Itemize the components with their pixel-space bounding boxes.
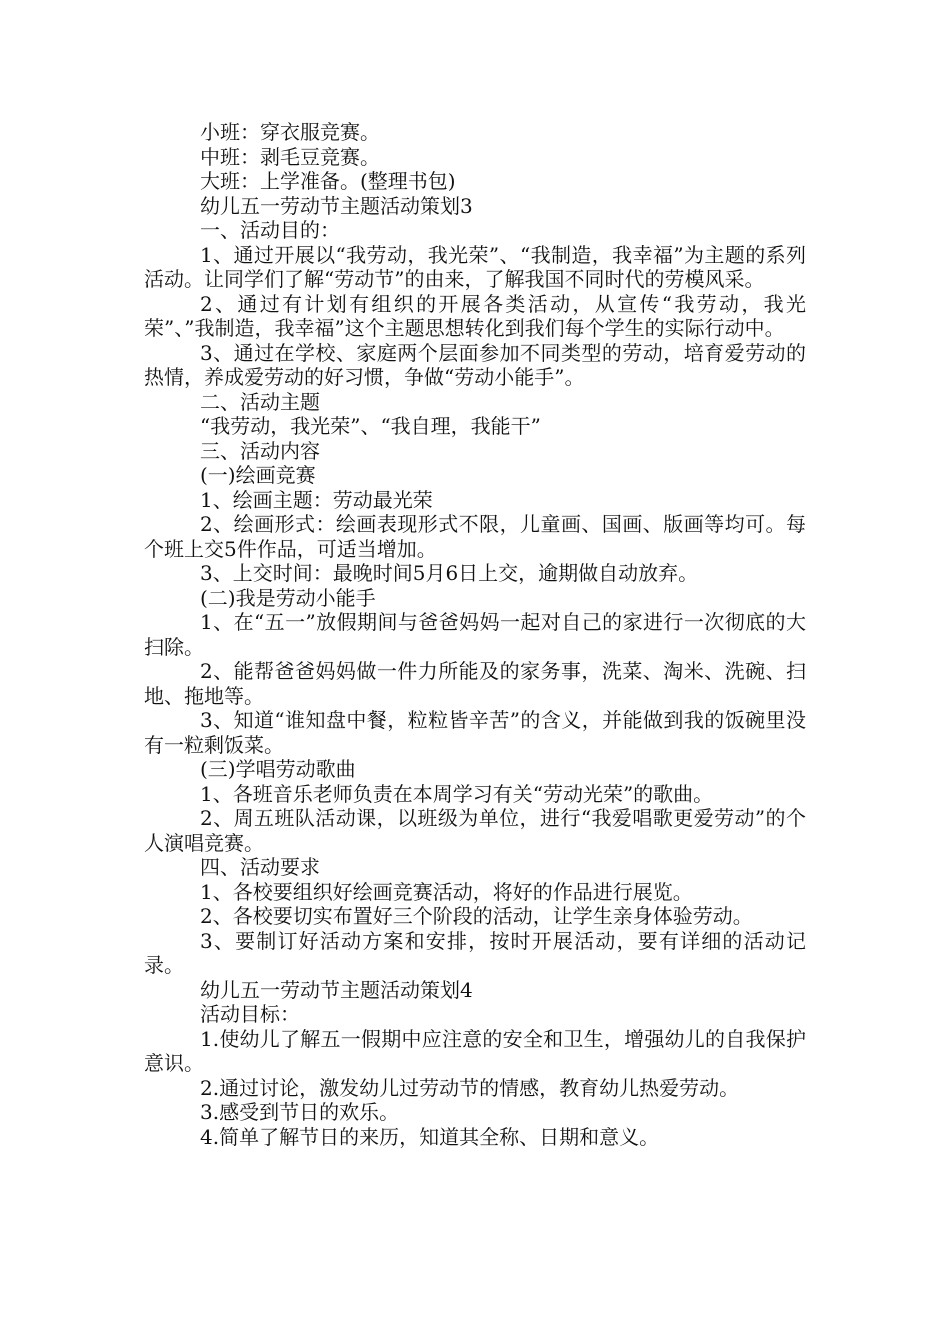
paragraph: 1、通过开展以“我劳动，我光荣”、“我制造，我幸福”为主题的系列活动。让同学们了解“劳动节”的由来，了解我国不同时代的劳模风采。: [144, 242, 806, 291]
paragraph: 4.简单了解节日的来历，知道其全称、日期和意义。: [200, 1124, 660, 1149]
subheading: (二)我是劳动小能手: [200, 585, 376, 610]
paragraph: 2.通过讨论，激发幼儿过劳动节的情感，教育幼儿热爱劳动。: [200, 1075, 740, 1100]
paragraph: 小班：穿衣服竞赛。: [200, 120, 380, 144]
subheading: (一)绘画竞赛: [200, 463, 316, 487]
paragraph: 3、要制订好活动方案和安排，按时开展活动，要有详细的活动记录。: [144, 928, 806, 977]
subheading: 四、活动要求: [200, 855, 320, 879]
paragraph: 3、通过在学校、家庭两个层面参加不同类型的劳动，培育爱劳动的热情，养成爱劳动的好习惯，争做“劳动小能手”。: [144, 340, 806, 389]
document-body: [144, 120, 806, 1149]
paragraph: “我劳动，我光荣”、“我自理，我能干”: [200, 414, 541, 438]
paragraph: 2、绘画形式：绘画表现形式不限，儿童画、国画、版画等均可。每个班上交5件作品，可适当增加。: [144, 512, 806, 561]
paragraph: 1、绘画主题：劳动最光荣: [200, 487, 433, 512]
paragraph: 3、上交时间：最晚时间5月6日上交，逾期做自动放弃。: [200, 561, 699, 585]
paragraph: 大班：上学准备。(整理书包): [200, 169, 456, 193]
paragraph: 1、在“五一”放假期间与爸爸妈妈一起对自己的家进行一次彻底的大扫除。: [144, 610, 806, 659]
paragraph: 3、知道“谁知盘中餐，粒粒皆辛苦”的含义，并能做到我的饭碗里没有一粒剩饭菜。: [144, 708, 806, 757]
section-heading: 幼儿五一劳动节主题活动策划3: [200, 193, 473, 218]
subheading: 一、活动目的：: [200, 218, 340, 242]
paragraph: 2、能帮爸爸妈妈做一件力所能及的家务事，洗菜、淘米、洗碗、扫地、拖地等。: [144, 659, 806, 708]
paragraph: 1、各校要组织好绘画竞赛活动，将好的作品进行展览。: [200, 879, 693, 904]
paragraph: 1.使幼儿了解五一假期中应注意的安全和卫生，增强幼儿的自我保护意识。: [144, 1026, 806, 1075]
subheading: 二、活动主题: [200, 389, 320, 414]
paragraph: 中班：剥毛豆竞赛。: [200, 144, 380, 169]
subheading: 三、活动内容: [200, 438, 320, 463]
paragraph: 2、通过有计划有组织的开展各类活动，从宣传“我劳动，我光荣”、”我制造，我幸福”这个主题思想转化到我们每个学生的实际行动中。: [144, 291, 806, 340]
paragraph: 2、各校要切实布置好三个阶段的活动，让学生亲身体验劳动。: [200, 904, 753, 928]
subheading: (三)学唱劳动歌曲: [200, 757, 356, 781]
paragraph: 3.感受到节日的欢乐。: [200, 1100, 400, 1124]
paragraph: 1、各班音乐老师负责在本周学习有关“劳动光荣”的歌曲。: [200, 781, 714, 806]
section-heading: 幼儿五一劳动节主题活动策划4: [200, 977, 473, 1002]
subheading: 活动目标：: [200, 1002, 300, 1026]
paragraph: 2、周五班队活动课，以班级为单位，进行“我爱唱歌更爱劳动”的个人演唱竞赛。: [144, 806, 806, 855]
